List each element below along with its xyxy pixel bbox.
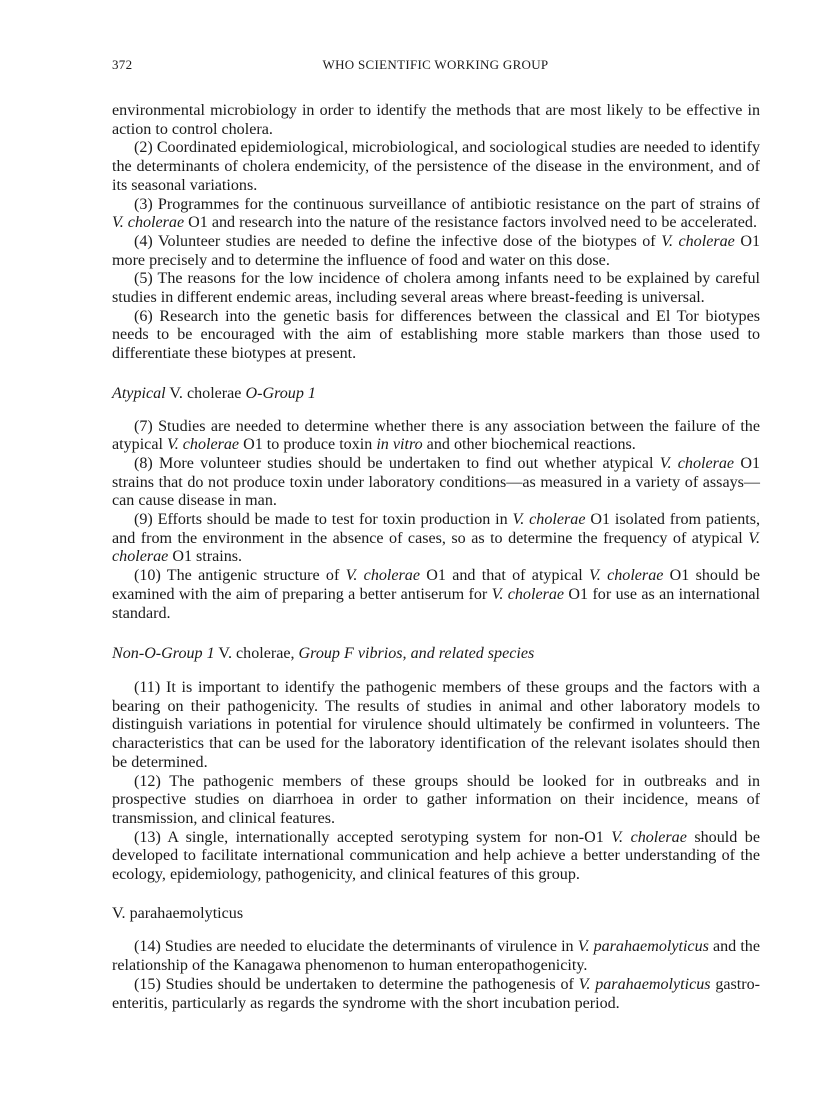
paragraph-6: (6) Research into the genetic basis for differences between the classical and El Tor biotypes needs to be encouraged with the aim of establishing more stable markers than those used to differentiate these biotypes at present.	[112, 307, 760, 363]
page-number: 372	[112, 57, 133, 72]
page-header	[112, 57, 759, 77]
paragraph-9: (9) Efforts should be made to test for toxin production in V. cholerae O1 isolated from patients, and from the environment in the absence of cases, so as to determine the frequency of atypical V. cholerae O1 strains.	[112, 511, 761, 566]
paragraph-13: (13) A single, internationally accepted serotyping system for non-O1 V. cholerae should be developed to facilitate international communication and help achieve a better understanding of the ecology, epidemiology, pathogenicity, and clinical features of this group.	[112, 828, 760, 884]
paragraph-7: (7) Studies are needed to determine whether there is any association between the failure of the atypical V. cholerae O1 to produce toxin in vitro and other biochemical reactions.	[112, 417, 760, 454]
section-heading-parahaemolyticus: V. parahaemolyticus	[112, 904, 244, 922]
page-body	[112, 102, 760, 1013]
paragraph-11: (11) It is important to identify the pathogenic members of these groups and the factors with a bearing on their pathogenicity. The results of studies in animal and other laboratory models to distinguish variations in potential for virulence should ultimately be confirmed in volunteers. The characteristics that can be used for the laboratory identification of the relevant isolates should then be determined.	[112, 678, 760, 771]
paragraph-continuation: environmental microbiology in order to identify the methods that are most likely to be effective in action to control cholera.	[112, 102, 760, 138]
paragraph-10: (10) The antigenic structure of V. cholerae O1 and that of atypical V. cholerae O1 should be examined with the aim of preparing a better antiserum for V. cholerae O1 for use as an international standard.	[112, 567, 761, 622]
paragraph-5: (5) The reasons for the low incidence of cholera among infants need to be explained by careful studies in different endemic areas, including several areas where breast-feeding is universal.	[112, 270, 760, 307]
section-heading-non-o-group: Non-O-Group 1 V. cholerae, Group F vibrios, and related species	[112, 645, 535, 663]
running-title: WHO SCIENTIFIC WORKING GROUP	[322, 57, 549, 72]
paragraph-12: (12) The pathogenic members of these groups should be looked for in outbreaks and in prospective studies on diarrhoea in order to gather information on their incidence, means of transmission, and clinical features.	[112, 772, 760, 827]
section-heading-atypical: Atypical V. cholerae O-Group 1	[112, 384, 316, 402]
paragraph-14: (14) Studies are needed to elucidate the determinants of virulence in V. parahaemolyticus and the relationship of the Kanagawa phenomenon to human enteropathogenicity.	[112, 938, 760, 975]
paragraph-15: (15) Studies should be undertaken to determine the pathogenesis of V. parahaemolyticus gastro-enteritis, particularly as regards the syndrome with the short incubation period.	[112, 975, 761, 1012]
paragraph-3: (3) Programmes for the continuous surveillance of antibiotic resistance on the part of strains of V. cholerae O1 and research into the nature of the resistance factors involved need to be accelerated.	[112, 195, 760, 232]
paragraph-8: (8) More volunteer studies should be undertaken to find out whether atypical V. cholerae O1 strains that do not produce toxin under laboratory conditions—as measured in a variety of assays—can cause disease in man.	[112, 454, 760, 510]
paragraph-4: (4) Volunteer studies are needed to define the infective dose of the biotypes of V. cholerae O1 more precisely and to determine the influence of food and water on this dose.	[112, 232, 760, 269]
paragraph-2: (2) Coordinated epidemiological, microbiological, and sociological studies are needed to identify the determinants of cholera endemicity, of the persistence of the disease in the environment, and of its seasonal variations.	[112, 139, 760, 194]
